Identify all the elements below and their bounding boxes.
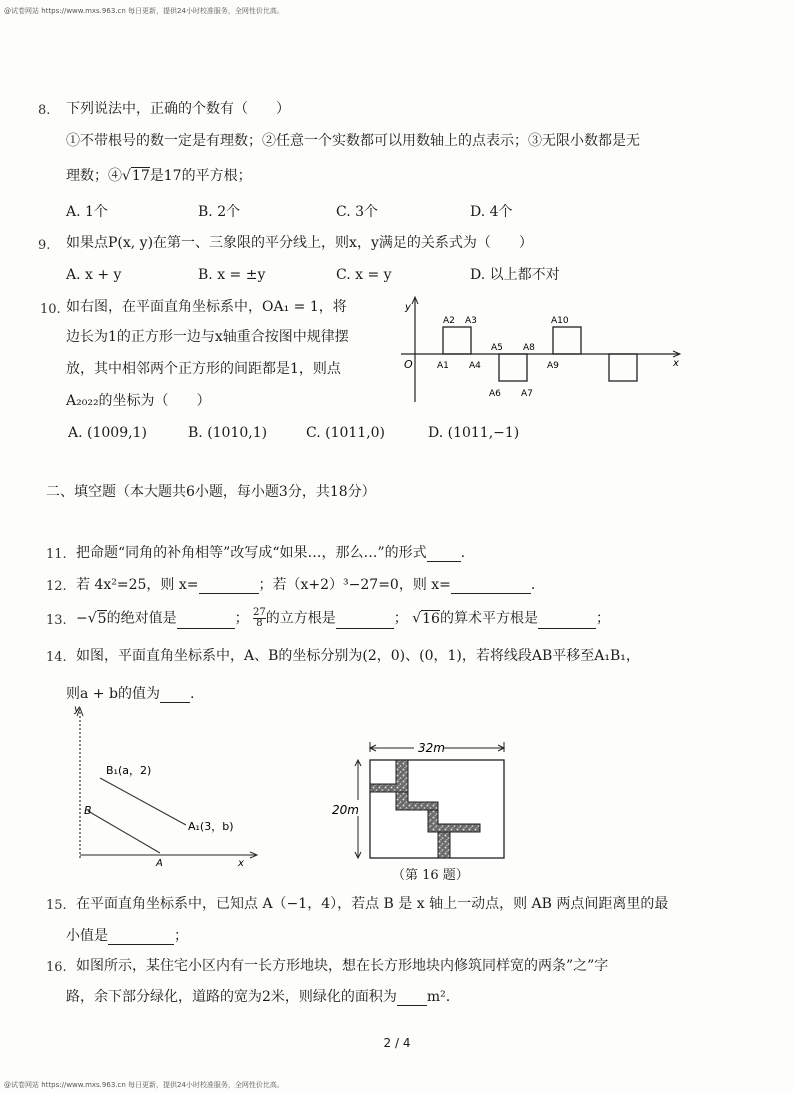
q9-option-b: B. x = ±y	[198, 267, 266, 283]
q14-x-label: x	[238, 858, 244, 869]
label-a5: A5	[491, 343, 503, 353]
q16-number: 16.	[46, 960, 67, 975]
q16-line2: 路，余下部分绿化，道路的宽为2米，则绿化的面积为 m².	[66, 989, 451, 1005]
q16-caption: （第 16 题）	[392, 868, 469, 883]
q9-stem: 如果点P(x, y)在第一、三象限的平分线上，则x，y满足的关系式为（ ）	[66, 235, 533, 251]
label-a6: A6	[489, 389, 501, 399]
q14-figure	[60, 700, 270, 870]
q15-line2: 小值是 ；	[66, 928, 188, 944]
q15-line1: 在平面直角坐标系中，已知点 A（−1，4），若点 B 是 x 轴上一动点，则 AB 两点间距离里的最	[76, 896, 669, 912]
q8-option-a: A. 1个	[66, 204, 108, 220]
q13-number: 13.	[46, 613, 67, 628]
q16-width-label: 32m	[418, 741, 445, 755]
q14-y-label: y	[74, 704, 80, 715]
q8-number: 8.	[38, 103, 51, 118]
page-footer: @试卷网站 https://www.mxs.963.cn 每日更新，提供24小时校准服务，全网性价比高。	[4, 1081, 284, 1089]
label-a: A	[156, 858, 163, 869]
origin-label: O	[404, 358, 413, 371]
q16-figure	[330, 738, 520, 868]
square-1	[443, 327, 471, 354]
label-a4: A4	[469, 361, 481, 371]
q10-option-b: B. (1010,1)	[188, 425, 268, 441]
q9-option-c: C. x = y	[336, 267, 392, 283]
label-b1: B₁(a，2)	[106, 764, 152, 777]
label-a7: A7	[521, 389, 533, 399]
q13-text: −√5的绝对值是 ； $\frac{27}{8}$ 的立方根是 ； √16的算术平方根是 ；	[76, 607, 610, 629]
q8-option-b: B. 2个	[198, 204, 241, 220]
q16-height-label: 20m	[332, 803, 359, 817]
label-a1: A₁(3，b)	[188, 820, 234, 833]
y-axis-label: y	[405, 302, 411, 313]
q14-line2: 则a + b的值为 .	[66, 686, 195, 702]
q10-option-c: C. (1011,0)	[306, 425, 386, 441]
q9-number: 9.	[38, 238, 51, 253]
page-number: 2 / 4	[383, 1036, 411, 1050]
q16-line1: 如图所示，某住宅小区内有一长方形地块，想在长方形地块内修筑同样宽的两条”之”字	[76, 958, 609, 974]
label-a3: A3	[465, 316, 477, 326]
q8-stem: 下列说法中，正确的个数有（ ）	[66, 101, 290, 117]
q10-figure	[395, 292, 695, 412]
q10-line4: A₂₀₂₂的坐标为（ ）	[66, 393, 211, 409]
q11-number: 11.	[46, 547, 67, 562]
q9-option-a: A. x + y	[66, 267, 122, 283]
q9-option-d: D. 以上都不对	[470, 267, 560, 283]
section-2-title: 二、填空题（本大题共6小题，每小题3分，共18分）	[46, 484, 376, 500]
q12-number: 12.	[46, 579, 67, 594]
square-2	[499, 354, 527, 381]
q12-text: 若 4x²=25，则 x= ；若（x+2）³−27=0，则 x= .	[76, 577, 536, 593]
square-4	[609, 354, 637, 381]
q14-line1: 如图，平面直角坐标系中，A、B的坐标分别为(2，0)、(0，1)，若将线段AB平移至A₁B₁，	[76, 648, 640, 664]
label-a8: A8	[523, 343, 535, 353]
q15-number: 15.	[46, 898, 67, 913]
q11-text: 把命题“同角的补角相等”改写成“如果…，那么…”的形式 .	[76, 545, 466, 561]
q10-number: 10.	[40, 302, 61, 317]
q10-line3: 放，其中相邻两个正方形的间距都是1，则点	[66, 361, 341, 377]
q8-line1: ①不带根号的数一定是有理数；②任意一个实数都可以用数轴上的点表示；③无限小数都是无	[66, 133, 640, 149]
q10-option-a: A. (1009,1)	[68, 425, 147, 441]
square-3	[553, 327, 581, 354]
q8-option-c: C. 3个	[336, 204, 379, 220]
label-a10: A10	[551, 316, 569, 326]
q10-line1: 如右图，在平面直角坐标系中，OA₁ = 1，将	[66, 299, 347, 315]
label-a2: A2	[443, 316, 455, 326]
q10-line2: 边长为1的正方形一边与x轴重合按图中规律摆	[66, 329, 349, 345]
q8-line2: 理数；④√17是17的平方根；	[66, 168, 252, 184]
label-a9: A9	[547, 361, 559, 371]
page-header: @试卷网站 https://www.mxs.963.cn 每日更新，提供24小时校准服务，全网性价比高。	[4, 7, 284, 15]
x-axis-label: x	[673, 358, 679, 369]
label-a1: A1	[437, 361, 449, 371]
q14-number: 14.	[46, 650, 67, 665]
q8-option-d: D. 4个	[470, 204, 513, 220]
q10-option-d: D. (1011,−1)	[428, 425, 520, 441]
label-b: B	[84, 804, 92, 817]
